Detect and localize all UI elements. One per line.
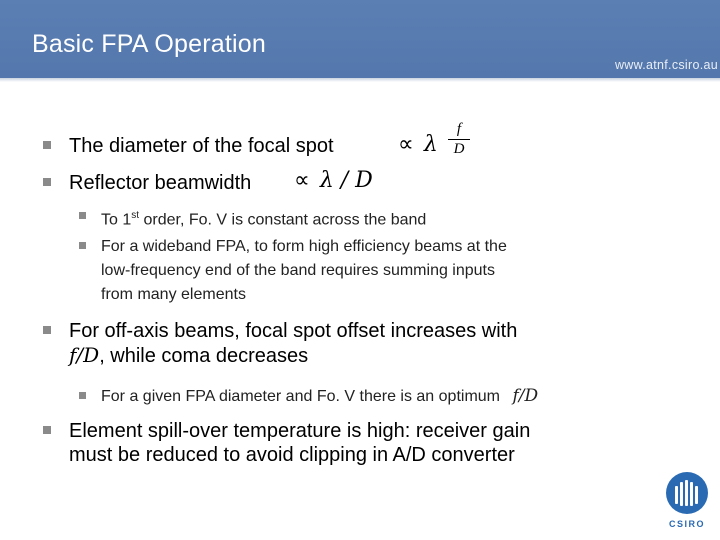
sub-bullet-fov [101, 204, 426, 232]
sub-bullet-text: order, Fo. V is constant across the band [139, 211, 427, 229]
logo-text: CSIRO [668, 519, 706, 529]
sub-bullet-marker [79, 392, 86, 399]
lambda-symbol: λ [423, 132, 438, 157]
sub-bullet-line: from many elements [101, 286, 246, 303]
f-over-d-math: f/D [69, 343, 100, 367]
f-over-d-fraction [448, 122, 470, 157]
sub-bullet-line: For a wideband FPA, to form high efficiency beams at the [101, 238, 507, 255]
bullet-text: Reflector beamwidth [69, 172, 252, 194]
slide-title: Basic FPA Operation [32, 30, 267, 58]
bullet-line [69, 343, 517, 368]
sub-bullet-marker [79, 242, 86, 249]
proportional-symbol: ∝ [398, 132, 414, 157]
bullet-spillover [69, 419, 530, 467]
bullet-marker [43, 178, 51, 186]
lambda-over-d: λ / D [319, 168, 373, 193]
bullet-line: must be reduced to avoid clipping in A/D converter [69, 444, 515, 466]
beamwidth-formula [294, 168, 373, 193]
superscript: st [131, 210, 140, 221]
bullet-beamwidth [69, 171, 251, 195]
sub-bullet-text: To 1 [101, 211, 132, 229]
bullet-marker [43, 426, 51, 434]
sub-bullet-text: For a given FPA diameter and Fo. V there is an optimum [101, 388, 500, 405]
proportional-formula [398, 132, 438, 157]
bullet-off-axis [69, 319, 517, 368]
f-over-d-math: f/D [512, 386, 539, 406]
bullet-line: Element spill-over temperature is high: receiver gain [69, 420, 531, 442]
fraction-denominator: D [453, 141, 465, 157]
sub-bullet-marker [79, 212, 86, 219]
sub-bullet-wideband [101, 235, 507, 307]
csiro-logo [664, 470, 710, 530]
bullet-focal-spot [69, 134, 334, 158]
sub-bullet-line: low-frequency end of the band requires summing inputs [101, 262, 495, 279]
fraction-numerator: f [456, 121, 462, 137]
bullet-text: The diameter of the focal spot [69, 135, 334, 157]
fraction-bar [448, 139, 470, 140]
bullet-marker [43, 326, 51, 334]
bullet-text: , while coma decreases [99, 345, 309, 367]
bullet-line: For off-axis beams, focal spot offset increases with [69, 320, 518, 342]
bullet-marker [43, 141, 51, 149]
sub-bullet-optimum [101, 384, 538, 409]
proportional-symbol: ∝ [294, 168, 310, 193]
website-url: www.atnf.csiro.au [614, 58, 718, 72]
title-bar-shadow [0, 78, 720, 82]
